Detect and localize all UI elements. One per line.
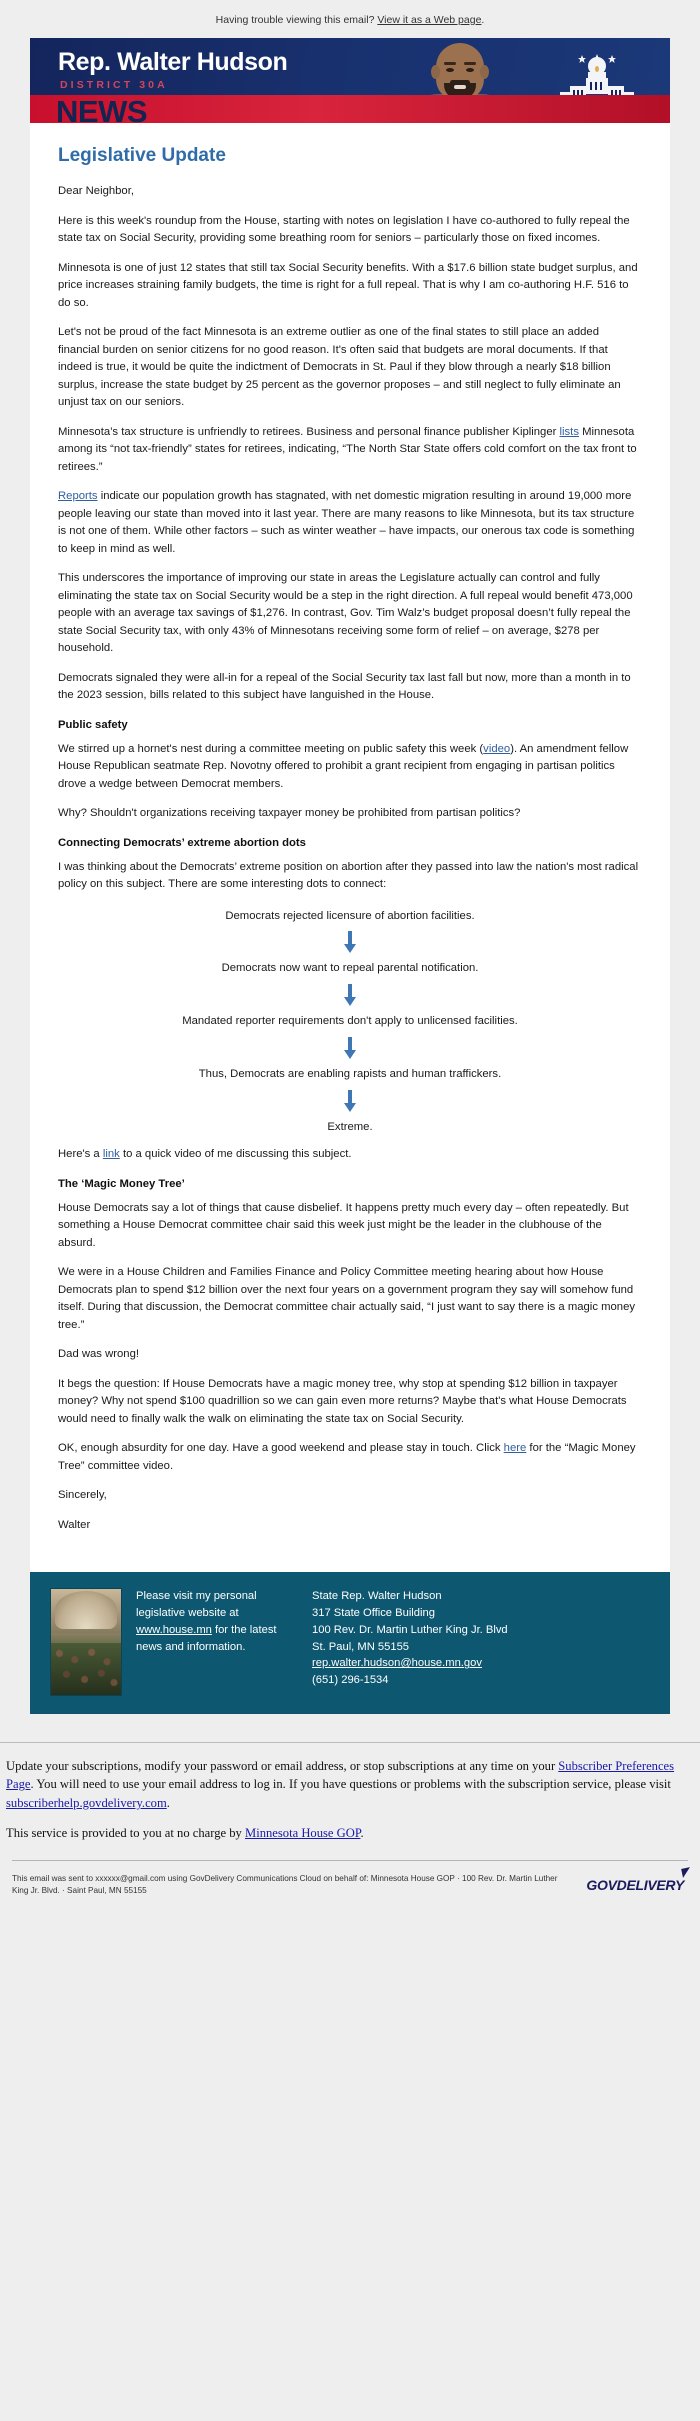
public-safety-text-before: We stirred up a hornet's nest during a committee meeting on public safety this week ( bbox=[58, 742, 484, 755]
paragraph-underscores: This underscores the importance of improving our state in areas the Legislature actually can control and fully eliminating the state tax on Social Security would be a step in the right direction. A full repeal would benefit 473,000 people with an average tax savings of $1,276. In contrast, Gov. Tim Walz’s budget proposal doesn’t fully repeal the state Social Security tax, with only 43% of Minnesotans receiving some form of relief – on average, $278 per household. bbox=[58, 572, 633, 654]
sub-text-1: Update your subscriptions, modify your password or email address, or stop subscriptions at any time on your bbox=[6, 1759, 559, 1774]
house-chamber-photo bbox=[50, 1588, 122, 1696]
website-blurb bbox=[136, 1588, 286, 1655]
service-provider-paragraph bbox=[6, 1824, 694, 1842]
paragraph-outlier: Let's not be proud of the fact Minnesota is an extreme outlier as one of the final states to still place an added financial burden on senior citizens for no good reason. It's often said that budgets are moral documents. If that indeed is true, it would be quite the indictment of Democrats in St. Paul if they blow through a nearly $18 billion surplus, increase the state budget by 25 percent as the governor proposes – and still neglect to fully eliminate an unjust tax on our seniors. bbox=[58, 326, 621, 408]
paragraph-magic-2: We were in a House Children and Families Finance and Policy Committee meeting hearing about how House Democrats plan to spend $12 billion over the next four years on a government program they say will somehow fund itself. During that discussion, the Democrat committee chair actually said, “I just want to say there is a magic money tree.” bbox=[58, 1266, 636, 1331]
contact-line-office: 317 State Office Building bbox=[312, 1606, 435, 1619]
flow-arrow-4 bbox=[58, 1090, 642, 1112]
subscriber-help-link[interactable]: subscriberhelp.govdelivery.com bbox=[6, 1795, 167, 1810]
video-link[interactable]: video bbox=[483, 742, 511, 755]
reports-link[interactable]: Reports bbox=[58, 490, 98, 502]
signoff: Sincerely, bbox=[58, 1489, 107, 1502]
paragraph-languished: Democrats signaled they were all-in for a repeal of the Social Security tax last fall but now, more than a month in to the 2023 session, bills related to this subject have languished in the House. bbox=[58, 671, 631, 701]
page-title: Legislative Update bbox=[58, 145, 226, 166]
outro-text-after: to a quick video of me discussing this subject. bbox=[119, 1148, 352, 1161]
paragraph-public-safety-2: Why? Shouldn't organizations receiving taxpayer money be prohibited from partisan politics? bbox=[58, 807, 521, 819]
rep-name: Rep. Walter Hudson bbox=[58, 48, 288, 76]
legal-disclaimer: This email was sent to xxxxxx@gmail.com using GovDelivery Communications Cloud on behalf of: Minnesota House GOP · 100 Rev. Dr. Martin Luther King Jr. Blvd. · Saint Paul, MN 55155 bbox=[12, 1874, 558, 1896]
flow-step-1: Democrats rejected licensure of abortion facilities. bbox=[225, 909, 475, 922]
subscription-footer bbox=[0, 1742, 700, 1921]
subscription-paragraph bbox=[6, 1757, 694, 1812]
contact-address-block bbox=[300, 1588, 650, 1689]
heading-magic-money-tree: The ‘Magic Money Tree’ bbox=[58, 1177, 185, 1190]
masthead-banner bbox=[30, 38, 670, 123]
flow-step-3: Mandated reporter requirements don't apply to unlicensed facilities. bbox=[182, 1015, 518, 1028]
paragraph-public-safety-1 bbox=[58, 741, 642, 794]
flow-arrow-3 bbox=[58, 1037, 642, 1059]
kiplinger-text-before: Minnesota’s tax structure is unfriendly to retirees. Business and personal finance publisher Kiplinger bbox=[58, 425, 560, 438]
public-safety-text-after: ). An amendment fellow House Republican seatmate Rep. Novotny offered to prohibit a grant recipient from engaging in partisan politics drove a wedge between Democrat members. bbox=[58, 742, 629, 790]
contact-line-street: 100 Rev. Dr. Martin Luther King Jr. Blvd bbox=[312, 1623, 508, 1636]
paragraph-abortion-outro bbox=[58, 1146, 642, 1164]
subscriber-preferences-link[interactable]: Subscriber Preferences Page bbox=[6, 1759, 675, 1792]
flow-step-4: Thus, Democrats are enabling rapists and human traffickers. bbox=[198, 1068, 502, 1081]
paragraph-magic-3: Dad was wrong! bbox=[58, 1348, 139, 1361]
contact-line-city: St. Paul, MN 55155 bbox=[312, 1640, 410, 1653]
sub-text-3: . bbox=[166, 1795, 170, 1810]
view-as-web-page-link[interactable]: View it as a Web page bbox=[377, 14, 482, 26]
abortion-video-link[interactable]: link bbox=[102, 1148, 120, 1161]
preheader-bar bbox=[0, 0, 700, 38]
paragraph-magic-4: It begs the question: If House Democrats have a magic money tree, why stop at spending $12 billion in taxpayer money? Why not spend $100 quadrillion so we can gain even more returns? Maybe that's what House Democrats would need to finally walk the walk on eliminating the state tax on Social Security. bbox=[58, 1377, 627, 1425]
govdelivery-logo bbox=[586, 1877, 688, 1893]
news-wordmark: NEWS bbox=[56, 94, 147, 123]
contact-line-name: State Rep. Walter Hudson bbox=[312, 1590, 442, 1603]
website-text-after: for the latest news and information. bbox=[136, 1623, 277, 1653]
paragraph-kiplinger bbox=[58, 424, 642, 477]
contact-phone: (651) 296-1534 bbox=[312, 1674, 389, 1687]
district-label: DISTRICT 30A bbox=[60, 79, 168, 91]
sub-text-2: . You will need to use your email address to log in. If you have questions or problems with the subscription service, please visit bbox=[30, 1777, 671, 1792]
preheader-text-after: . bbox=[481, 14, 485, 26]
kiplinger-text-after: Minnesota among its “not tax-friendly” states for retirees, indicating, “The North Star State offers cold comfort on the tax front to retirees.” bbox=[58, 425, 637, 473]
footer-spacer bbox=[0, 1714, 700, 1742]
paragraph-twelve-states: Minnesota is one of just 12 states that still tax Social Security benefits. With a $17.6 billion state budget surplus, and price increases straining family budgets, the time is right for a full repeal. That is why I am co-authoring H.F. 516 to do so. bbox=[58, 261, 638, 309]
provider-text-before: This service is provided to you at no charge by bbox=[6, 1825, 245, 1840]
dots-flow-diagram bbox=[58, 908, 642, 1137]
flow-step-5: Extreme. bbox=[327, 1121, 373, 1134]
house-mn-link[interactable]: www.house.mn bbox=[136, 1623, 212, 1636]
closing-text-before: OK, enough absurdity for one day. Have a good weekend and please stay in touch. Click bbox=[58, 1442, 504, 1455]
govdelivery-flag-icon bbox=[681, 1867, 692, 1878]
preheader-text-before: Having trouble viewing this email? bbox=[215, 14, 378, 26]
closing-text-after: for the “Magic Money Tree” committee video. bbox=[58, 1442, 636, 1472]
paragraph-abortion-intro: I was thinking about the Democrats’ extreme position on abortion after they passed into law the nation's most radical policy on this subject. There are some interesting dots to connect: bbox=[58, 860, 639, 890]
magic-tree-video-link[interactable]: here bbox=[503, 1442, 527, 1455]
flow-arrow-2 bbox=[58, 984, 642, 1006]
provider-text-after: . bbox=[360, 1825, 364, 1840]
paragraph-intro: Here is this week's roundup from the House, starting with notes on legislation I have co-authored to fully repeal the state tax on Social Security, providing some breathing room for seniors – particularly those on fixed incomes. bbox=[58, 214, 630, 244]
mn-house-gop-link[interactable]: Minnesota House GOP bbox=[245, 1825, 361, 1840]
kiplinger-lists-link[interactable]: lists bbox=[559, 425, 579, 438]
email-body bbox=[30, 123, 670, 1572]
contact-footer bbox=[30, 1572, 670, 1714]
flow-arrow-1 bbox=[58, 931, 642, 953]
paragraph-closing bbox=[58, 1440, 642, 1475]
legal-row bbox=[6, 1861, 694, 1911]
signature-name: Walter bbox=[58, 1518, 91, 1531]
outro-text-before: Here's a bbox=[58, 1148, 103, 1161]
flow-step-2: Democrats now want to repeal parental notification. bbox=[221, 962, 479, 975]
paragraph-magic-1: House Democrats say a lot of things that cause disbelief. It happens pretty much every day – often repeatedly. But something a House Democrat committee chair said this week just might be the leader in the clubhouse of the absurd. bbox=[58, 1201, 629, 1249]
email-card bbox=[30, 38, 670, 1714]
contact-email-link[interactable]: rep.walter.hudson@house.mn.gov bbox=[312, 1657, 482, 1670]
heading-abortion-dots: Connecting Democrats’ extreme abortion dots bbox=[58, 836, 306, 849]
website-text-before: Please visit my personal legislative website at bbox=[136, 1590, 257, 1619]
reports-text-after: indicate our population growth has stagnated, with net domestic migration resulting in around 19,000 more people leaving our state than moved into it last year. There are many reasons to like Minnesota, but its tax structure is not one of them. While other factors – such as winter weather – have impacts, our onerous tax code is something to keep in mind as well. bbox=[58, 490, 635, 555]
paragraph-reports bbox=[58, 488, 642, 558]
heading-public-safety: Public safety bbox=[58, 718, 128, 731]
salutation: Dear Neighbor, bbox=[58, 185, 134, 197]
govdelivery-wordmark: GOVDELIVERY bbox=[586, 1877, 684, 1894]
